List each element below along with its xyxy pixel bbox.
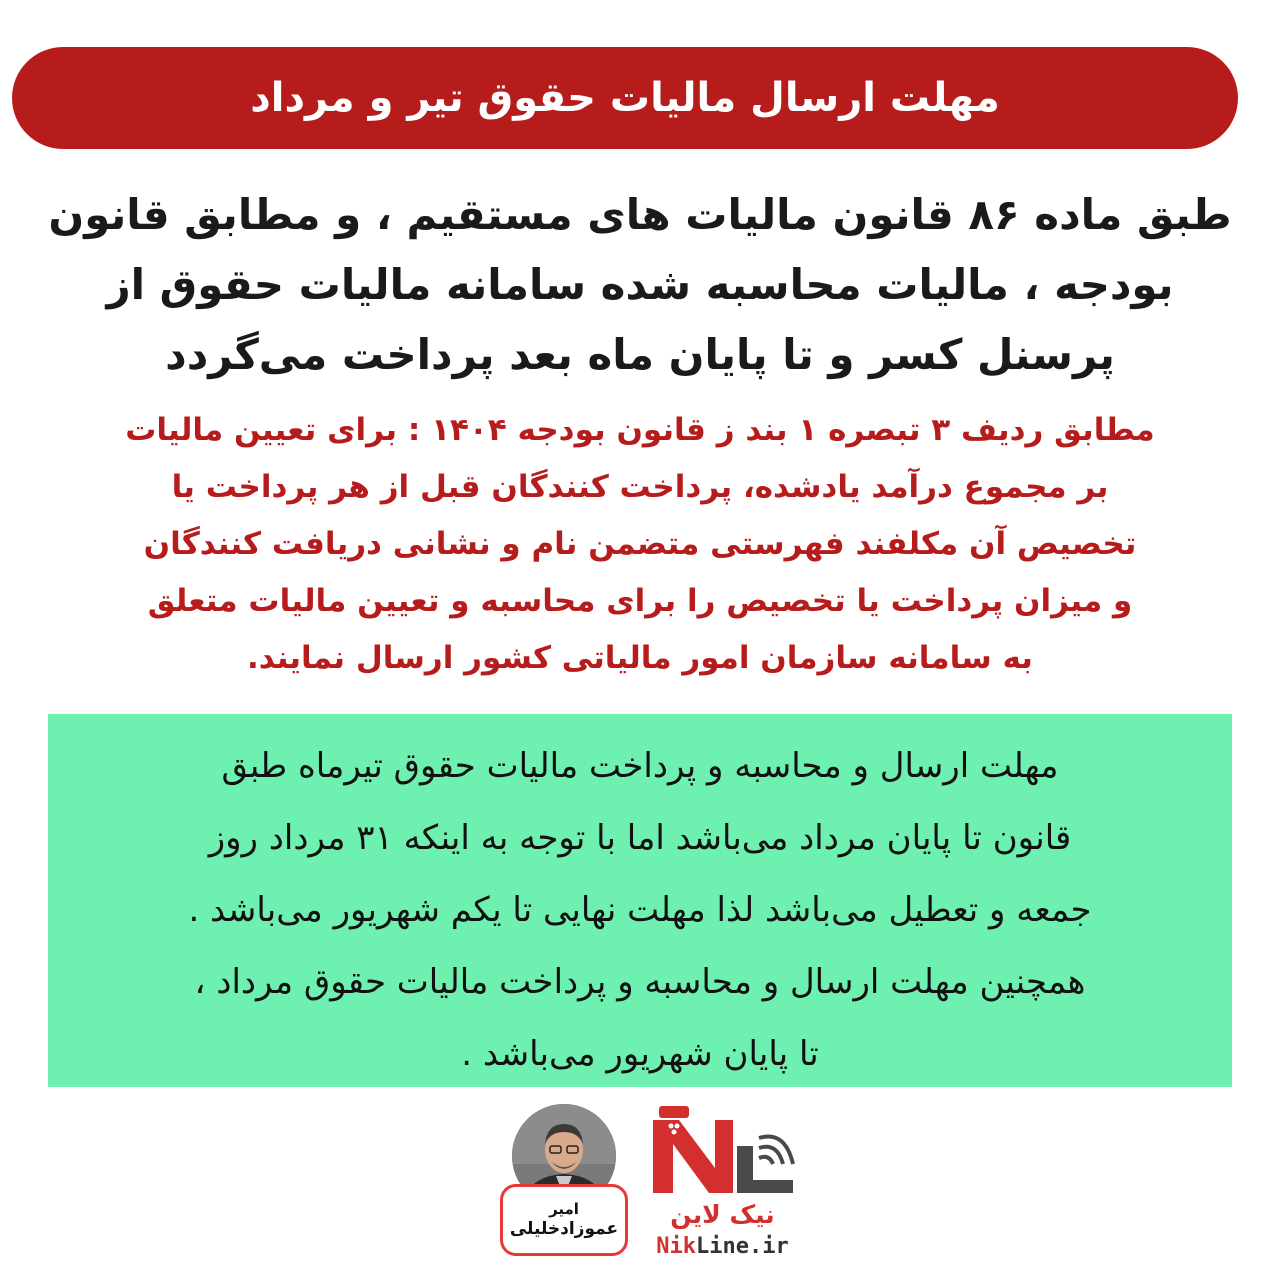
nikline-logo: [645, 1098, 800, 1268]
intro-paragraph: [30, 180, 1250, 390]
brand-domain-part2: Line.ir: [696, 1234, 789, 1259]
brand-domain: [645, 1234, 800, 1259]
brand-domain-part1: Nik: [656, 1234, 697, 1259]
author-first-name: امیر: [549, 1200, 579, 1218]
page-title: مهلت ارسال مالیات حقوق تیر و مرداد: [250, 75, 1000, 121]
deadline-line: تا پایان شهریور می‌باشد .: [461, 1034, 819, 1074]
author-badge: [500, 1104, 630, 1264]
intro-line: بودجه ، مالیات محاسبه شده سامانه مالیات حقوق از: [106, 260, 1174, 309]
brand-name-fa: نیک لاین: [670, 1200, 775, 1229]
budget-line: مطابق ردیف ۳ تبصره ۱ بند ز قانون بودجه ۱۴۰۴ : برای تعیین مالیات: [125, 412, 1155, 448]
budget-line: بر مجموع درآمد یادشده، پرداخت کنندگان قبل از هر پرداخت یا: [171, 469, 1109, 505]
intro-line: پرسنل کسر و تا پایان ماه بعد پرداخت می‌گردد: [165, 330, 1115, 379]
deadline-line: مهلت ارسال و محاسبه و پرداخت مالیات حقوق تیرماه طبق: [221, 746, 1059, 786]
nikline-logo-mark-icon: [645, 1098, 800, 1198]
deadline-box: [48, 714, 1232, 1087]
title-banner: [12, 47, 1238, 149]
budget-line: تخصیص آن مکلفند فهرستی متضمن نام و نشانی دریافت کنندگان: [143, 526, 1137, 562]
deadline-line: همچنین مهلت ارسال و محاسبه و پرداخت مالیات حقوق مرداد ،: [194, 962, 1086, 1002]
author-name-tag: [500, 1184, 628, 1256]
budget-line: و میزان پرداخت یا تخصیص را برای محاسبه و تعیین مالیات متعلق: [147, 583, 1133, 619]
intro-line: طبق ماده ۸۶ قانون مالیات های مستقیم ، و مطابق قانون: [48, 190, 1232, 239]
budget-law-paragraph: [40, 402, 1240, 687]
author-last-name: عموزادخلیلی: [509, 1219, 619, 1239]
deadline-line: قانون تا پایان مرداد می‌باشد اما با توجه به اینکه ۳۱ مرداد روز: [208, 818, 1072, 858]
deadline-line: جمعه و تعطیل می‌باشد لذا مهلت نهایی تا یکم شهریور می‌باشد .: [188, 890, 1092, 930]
budget-line: به سامانه سازمان امور مالیاتی کشور ارسال نمایند.: [247, 640, 1033, 676]
